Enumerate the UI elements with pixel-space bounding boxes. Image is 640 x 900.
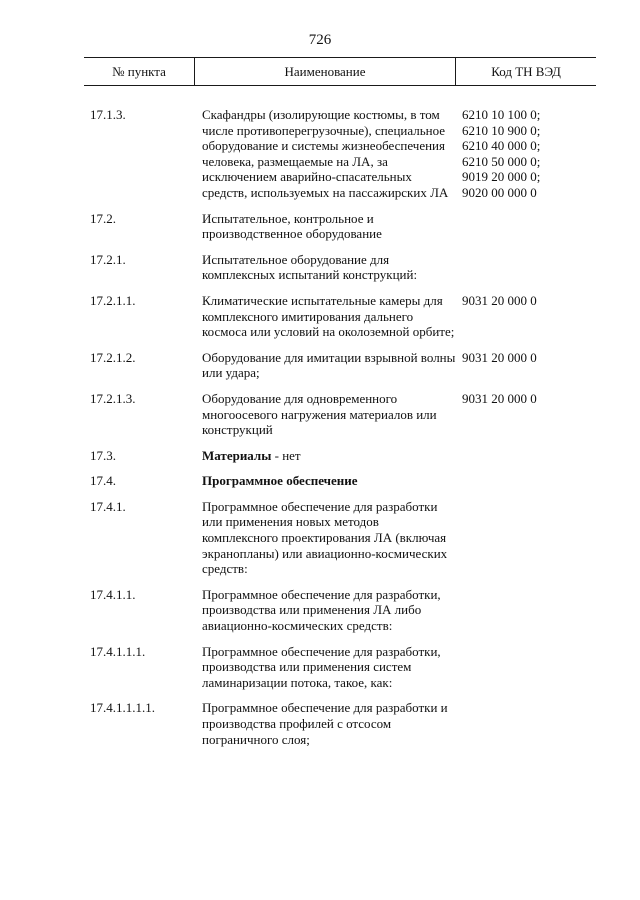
row-name-bold: Программное обеспечение: [202, 473, 358, 489]
page-number: 726: [308, 32, 332, 48]
row-codes: [462, 350, 602, 366]
table-row: [0, 448, 640, 464]
row-number: 17.2.1.2.: [90, 349, 136, 365]
row-codes: [462, 293, 602, 309]
table-row: [0, 107, 640, 201]
row-name: Испытательное, контрольное и производственное оборудование: [202, 210, 382, 242]
table-row: [0, 700, 640, 747]
header-number: № пункта: [112, 64, 166, 79]
row-number: 17.4.: [90, 473, 116, 489]
row-name: Климатические испытательные камеры для комплексного имитирования дальнего космоса или условий на околоземной орбите;: [202, 292, 455, 340]
row-number: 17.1.3.: [90, 107, 126, 122]
row-name: Программное обеспечение для разработки, производства или применения ЛА либо авиационно-космических средств:: [202, 586, 441, 634]
row-number: 17.4.1.1.1.1.: [90, 700, 155, 716]
row-number: 17.2.1.: [90, 251, 126, 267]
row-number: 17.4.1.1.: [90, 586, 136, 602]
row-name: Скафандры (изолирующие костюмы, в том числе противоперегрузочные), специальное оборудование и системы жизнеобеспечения человека, размещаемые на ЛА, за исключением аварийно-спасательных средств, используемых на пассажирских ЛА: [202, 107, 449, 200]
row-name: [202, 473, 458, 489]
table-top-rule: [84, 57, 596, 58]
row-name: Оборудование для имитации взрывной волны или удара;: [202, 349, 456, 381]
row-name: Испытательное оборудование для комплексных испытаний конструкций:: [202, 251, 418, 283]
header-code: Код ТН ВЭД: [491, 64, 561, 79]
code-value: 6210 10 900 0;: [462, 122, 541, 138]
table-row: [0, 473, 640, 489]
row-number: 17.2.: [90, 210, 116, 226]
code-value: 9019 20 000 0;: [462, 169, 541, 185]
header-name: Наименование: [284, 64, 366, 79]
row-number: 17.2.1.1.: [90, 292, 136, 308]
table-row: [0, 211, 640, 242]
table-header-rule: [84, 85, 596, 86]
code-value: 9031 20 000 0: [462, 390, 537, 406]
table-body: [0, 107, 640, 757]
code-value: 6210 40 000 0;: [462, 138, 541, 154]
table-row: [0, 499, 640, 577]
table-row: [0, 350, 640, 381]
row-name: Оборудование для одновременного многоосевого нагружения материалов или конструкций: [202, 390, 437, 438]
row-name: Программное обеспечение для разработки, производства или применения систем ламинаризации потока, такое, как:: [202, 643, 441, 690]
table-row: [0, 391, 640, 438]
row-codes: [462, 391, 602, 407]
row-name: [202, 448, 458, 464]
code-value: 9031 20 000 0: [462, 349, 537, 365]
row-name-rest: - нет: [271, 447, 301, 463]
table-row: [0, 587, 640, 634]
code-value: 6210 50 000 0;: [462, 153, 541, 169]
code-value: 9020 00 000 0: [462, 184, 537, 200]
row-number: 17.4.1.1.1.: [90, 643, 146, 659]
code-value: 9031 20 000 0: [462, 292, 537, 308]
row-number: 17.3.: [90, 447, 116, 463]
row-number: 17.2.1.3.: [90, 390, 136, 406]
table-row: [0, 252, 640, 283]
row-name-bold: Материалы: [202, 447, 272, 463]
row-codes: [462, 107, 602, 201]
table-row: [0, 293, 640, 340]
row-number: 17.4.1.: [90, 498, 126, 514]
row-name: Программное обеспечение для разработки и производства профилей с отсосом пограничного слоя;: [202, 700, 448, 747]
row-name: Программное обеспечение для разработки или применения новых методов комплексного проектирования ЛА (включая экранопланы) или авиационно-космических средств:: [202, 498, 448, 577]
table-row: [0, 644, 640, 691]
code-value: 6210 10 100 0;: [462, 107, 541, 122]
